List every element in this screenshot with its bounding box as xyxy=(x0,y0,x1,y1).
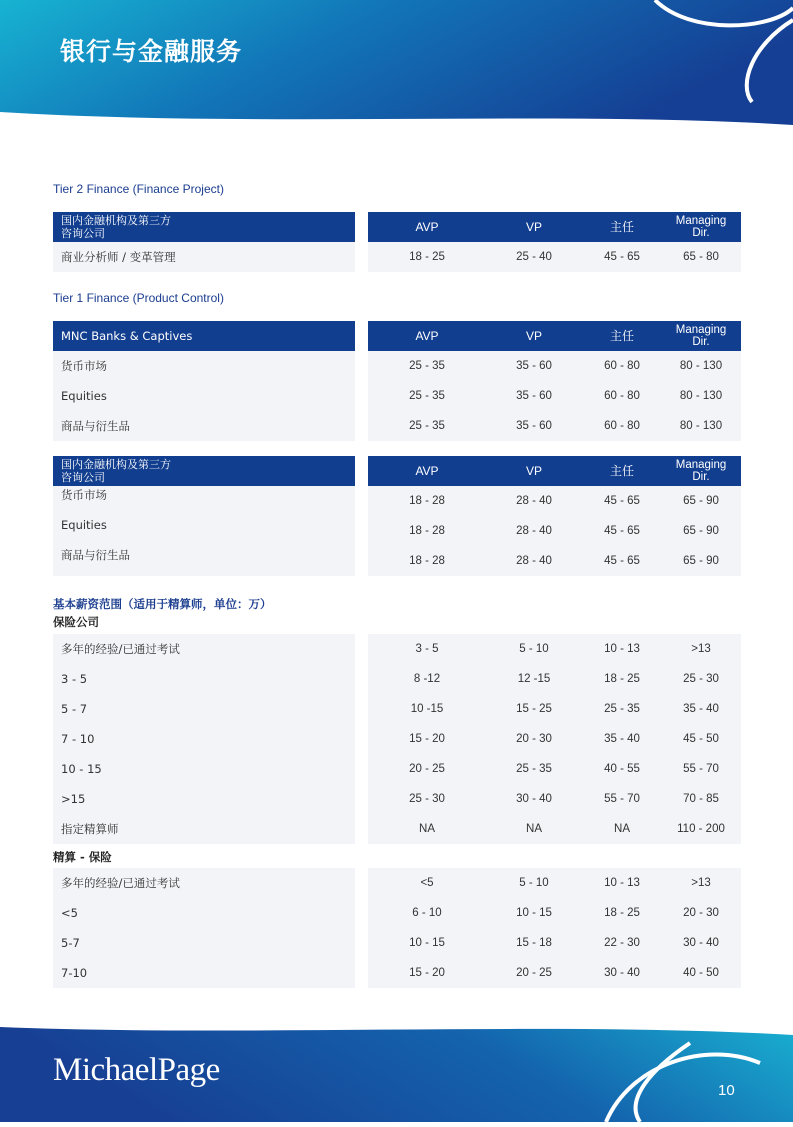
column-header: 主任 xyxy=(609,329,635,343)
table-row xyxy=(53,694,355,724)
value-cell: 60 - 80 xyxy=(604,420,640,432)
table-header-row xyxy=(53,212,355,242)
row-label: Equities xyxy=(61,389,107,403)
table-row xyxy=(53,868,355,898)
row-label: 5 - 7 xyxy=(61,702,88,716)
value-cell: 45 - 65 xyxy=(604,251,640,263)
value-cell: 10 - 13 xyxy=(604,643,640,655)
value-cell: NA xyxy=(419,823,435,835)
tier1-mnc-values-column xyxy=(368,321,741,441)
value-cell: <5 xyxy=(420,877,434,889)
value-cell: 40 - 55 xyxy=(604,763,640,775)
row-label: 多年的经验/已通过考试 xyxy=(61,642,180,656)
column-header: VP xyxy=(525,464,543,478)
table-row xyxy=(368,351,741,381)
table-row xyxy=(53,724,355,754)
subheading-insurance: 保险公司 xyxy=(53,615,99,629)
table-row xyxy=(368,784,741,814)
value-cell: 20 - 25 xyxy=(516,967,552,979)
value-cell: 25 - 35 xyxy=(409,360,445,372)
table-row xyxy=(368,868,741,898)
table-row xyxy=(368,754,741,784)
table-row xyxy=(53,928,355,958)
tier1-mnc-label-column xyxy=(53,321,355,441)
section-heading-tier1: Tier 1 Finance (Product Control) xyxy=(53,291,224,305)
value-cell: 10 - 13 xyxy=(604,877,640,889)
value-cell: >13 xyxy=(691,877,711,889)
row-label: 多年的经验/已通过考试 xyxy=(61,876,180,890)
table-row xyxy=(53,242,355,272)
value-cell: 5 - 10 xyxy=(519,643,549,655)
value-cell: 45 - 65 xyxy=(604,555,640,567)
value-cell: 80 - 130 xyxy=(679,390,723,402)
page-number: 10 xyxy=(718,1082,735,1099)
row-label: 3 - 5 xyxy=(61,672,88,686)
tier2-values-column xyxy=(368,212,741,272)
column-header: VP xyxy=(525,220,543,234)
row-label: 5-7 xyxy=(61,936,80,950)
value-cell: 28 - 40 xyxy=(516,555,552,567)
actuarial-label-column xyxy=(53,868,355,988)
value-cell: 6 - 10 xyxy=(412,907,442,919)
value-cell: 8 -12 xyxy=(413,673,441,685)
table-row xyxy=(53,898,355,928)
value-cell: 5 - 10 xyxy=(519,877,549,889)
column-header: AVP xyxy=(415,329,439,343)
value-cell: 55 - 70 xyxy=(683,763,719,775)
page-title: 银行与金融服务 xyxy=(60,37,243,66)
table-row xyxy=(368,724,741,754)
value-cell: 3 - 5 xyxy=(415,643,439,655)
value-cell: 70 - 85 xyxy=(683,793,719,805)
value-cell: 45 - 65 xyxy=(604,495,640,507)
row-label: 指定精算师 xyxy=(61,822,119,836)
value-cell: 15 - 20 xyxy=(409,733,445,745)
michaelpage-logo: MichaelPage xyxy=(53,1052,220,1088)
value-cell: 28 - 40 xyxy=(516,495,552,507)
value-cell: 25 - 30 xyxy=(409,793,445,805)
value-cell: 18 - 25 xyxy=(604,673,640,685)
column-header: Managing Dir. xyxy=(675,459,727,483)
column-header: VP xyxy=(525,329,543,343)
table-row xyxy=(53,516,355,546)
value-cell: 18 - 25 xyxy=(604,907,640,919)
table-row xyxy=(53,634,355,664)
table-row xyxy=(53,411,355,441)
table-row xyxy=(368,958,741,988)
value-cell: 25 - 35 xyxy=(409,420,445,432)
value-cell: 22 - 30 xyxy=(604,937,640,949)
value-cell: 45 - 65 xyxy=(604,525,640,537)
value-cell: 15 - 20 xyxy=(409,967,445,979)
value-cell: 12 -15 xyxy=(517,673,551,685)
table-row xyxy=(368,664,741,694)
value-cell: 65 - 90 xyxy=(683,555,719,567)
insurance-label-column xyxy=(53,634,355,844)
column-header: AVP xyxy=(415,464,439,478)
table-row xyxy=(53,351,355,381)
table-header-label: 国内金融机构及第三方 咨询公司 xyxy=(61,214,171,240)
value-cell: 35 - 60 xyxy=(516,360,552,372)
value-cell: 15 - 25 xyxy=(516,703,552,715)
table-row xyxy=(53,958,355,988)
value-cell: 45 - 50 xyxy=(683,733,719,745)
table-header-label: MNC Banks & Captives xyxy=(61,329,193,343)
tier1-domestic-label-column xyxy=(53,456,355,576)
table-row xyxy=(368,928,741,958)
actuarial-values-column xyxy=(368,868,741,988)
value-cell: 25 - 35 xyxy=(604,703,640,715)
table-row xyxy=(368,634,741,664)
value-cell: 60 - 80 xyxy=(604,390,640,402)
value-cell: 18 - 28 xyxy=(409,525,445,537)
value-cell: 80 - 130 xyxy=(679,360,723,372)
value-cell: 35 - 40 xyxy=(604,733,640,745)
table-row xyxy=(53,784,355,814)
table-row xyxy=(53,754,355,784)
value-cell: 10 -15 xyxy=(410,703,444,715)
value-cell: 18 - 25 xyxy=(409,251,445,263)
section-heading-actuary: 基本薪资范围（适用于精算师，单位：万） xyxy=(53,597,272,611)
value-cell: 65 - 90 xyxy=(683,495,719,507)
table-row xyxy=(53,814,355,844)
column-header: Managing Dir. xyxy=(675,215,727,239)
value-cell: 10 - 15 xyxy=(409,937,445,949)
table-row xyxy=(53,664,355,694)
row-label: 7 - 10 xyxy=(61,732,95,746)
value-cell: 35 - 60 xyxy=(516,390,552,402)
value-cell: 30 - 40 xyxy=(516,793,552,805)
row-label: 商业分析师 / 变革管理 xyxy=(61,250,176,264)
row-label: 商品与衍生品 xyxy=(61,419,130,433)
table-header-row xyxy=(53,321,355,351)
value-cell: 65 - 90 xyxy=(683,525,719,537)
value-cell: 110 - 200 xyxy=(677,823,725,835)
table-header-row xyxy=(368,456,741,486)
value-cell: 15 - 18 xyxy=(516,937,552,949)
table-header-row xyxy=(368,321,741,351)
table-row xyxy=(368,814,741,844)
row-label: 货币市场 xyxy=(61,488,107,502)
row-label: 货币市场 xyxy=(61,359,107,373)
value-cell: 65 - 80 xyxy=(683,251,719,263)
table-row xyxy=(368,242,741,272)
table-row xyxy=(368,381,741,411)
table-row xyxy=(368,694,741,724)
value-cell: 25 - 30 xyxy=(683,673,719,685)
value-cell: 25 - 40 xyxy=(516,251,552,263)
value-cell: 10 - 15 xyxy=(516,907,552,919)
column-header: 主任 xyxy=(609,464,635,478)
value-cell: 60 - 80 xyxy=(604,360,640,372)
value-cell: >13 xyxy=(691,643,711,655)
table-row xyxy=(368,486,741,516)
value-cell: NA xyxy=(614,823,630,835)
row-label: >15 xyxy=(61,792,86,806)
value-cell: 20 - 30 xyxy=(683,907,719,919)
table-row xyxy=(53,546,355,576)
value-cell: 35 - 60 xyxy=(516,420,552,432)
tier2-label-column xyxy=(53,212,355,272)
value-cell: 25 - 35 xyxy=(409,390,445,402)
table-row xyxy=(368,516,741,546)
subheading-actuarial-insurance: 精算 - 保险 xyxy=(53,850,112,864)
column-header: AVP xyxy=(415,220,439,234)
row-label: 7-10 xyxy=(61,966,88,980)
value-cell: 55 - 70 xyxy=(604,793,640,805)
table-row xyxy=(53,381,355,411)
value-cell: 80 - 130 xyxy=(679,420,723,432)
value-cell: 25 - 35 xyxy=(516,763,552,775)
table-row xyxy=(368,898,741,928)
table-header-label: 国内金融机构及第三方 咨询公司 xyxy=(61,458,171,484)
row-label: Equities xyxy=(61,518,107,532)
tier1-domestic-values-column xyxy=(368,456,741,576)
value-cell: 35 - 40 xyxy=(683,703,719,715)
insurance-values-column xyxy=(368,634,741,844)
table-header-row xyxy=(53,456,355,486)
table-row xyxy=(368,546,741,576)
value-cell: 20 - 30 xyxy=(516,733,552,745)
value-cell: 18 - 28 xyxy=(409,555,445,567)
value-cell: 18 - 28 xyxy=(409,495,445,507)
value-cell: 40 - 50 xyxy=(683,967,719,979)
table-row xyxy=(53,486,355,516)
table-row xyxy=(368,411,741,441)
value-cell: 30 - 40 xyxy=(604,967,640,979)
row-label: 10 - 15 xyxy=(61,762,102,776)
value-cell: 28 - 40 xyxy=(516,525,552,537)
column-header: 主任 xyxy=(609,220,635,234)
value-cell: 30 - 40 xyxy=(683,937,719,949)
row-label: 商品与衍生品 xyxy=(61,548,130,562)
row-label: <5 xyxy=(61,906,78,920)
value-cell: 20 - 25 xyxy=(409,763,445,775)
value-cell: NA xyxy=(526,823,542,835)
table-header-row xyxy=(368,212,741,242)
column-header: Managing Dir. xyxy=(675,324,727,348)
section-heading-tier2: Tier 2 Finance (Finance Project) xyxy=(53,182,224,196)
